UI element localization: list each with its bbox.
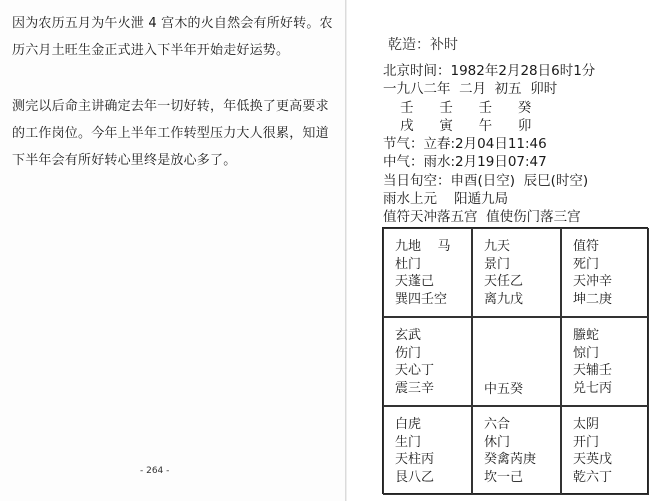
page-number: - 264 - — [140, 466, 170, 476]
cell-line: 惊门 — [573, 345, 600, 361]
cell-line: 生门 — [395, 434, 422, 450]
grid-cell-kan1 — [472, 406, 561, 495]
info-line: 一九八二年 二月 初五 卯时 — [383, 81, 558, 98]
info-line: 值符天冲落五宫 值使伤门落三宫 — [383, 209, 581, 226]
cell-line: 太阴 — [573, 417, 600, 432]
cell-line: 六合 — [484, 417, 511, 432]
grid-cell-kun2 — [561, 228, 649, 317]
info-line: 当日旬空：申酉(日空) 辰巳(时空) — [383, 172, 589, 189]
cell-line: 震三辛 — [395, 380, 435, 396]
cell-line: 开门 — [573, 434, 600, 450]
cell-line: 白虎 — [395, 417, 422, 432]
cell-line: 离九戊 — [484, 291, 524, 307]
info-line: 北京时间：1982年2月28日6时1分 — [383, 63, 596, 79]
paragraph-1: 因为农历五月为午火泄 4 宫木的火自然会有所好转。农历六月土旺生金正式进入下半年开始走好运势。 — [12, 16, 333, 58]
cell-line: 乾六丁 — [573, 469, 613, 485]
info-line: 雨水上元 阳遁九局 — [383, 191, 509, 208]
cell-line: 九地 马 — [395, 239, 451, 254]
cell-line: 休门 — [484, 434, 511, 450]
cell-line: 杜门 — [395, 256, 422, 272]
cell-line: 值符 — [573, 239, 600, 254]
grid-cell-xun4 — [383, 228, 472, 317]
cell-line: 螣蛇 — [573, 328, 600, 343]
grid-cell-zhen3 — [383, 317, 472, 406]
grid-cell-center5 — [472, 317, 561, 406]
info-line: 戌 寅 午 卯 — [383, 117, 532, 134]
cell-line: 天心丁 — [395, 363, 435, 378]
cell-line: 九天 — [484, 239, 511, 254]
cell-line: 天英戊 — [573, 452, 613, 467]
info-line: 节气：立春:2月04日11:46 — [383, 136, 547, 153]
cell-line: 天柱丙 — [395, 452, 435, 467]
cell-line: 死门 — [573, 256, 600, 272]
info-line: 壬 壬 壬 癸 — [383, 99, 532, 116]
cell-line: 天任乙 — [484, 274, 524, 289]
cell-line: 癸禽芮庚 — [484, 452, 537, 467]
grid-cell-li9 — [472, 228, 561, 317]
cell-line: 伤门 — [395, 345, 422, 361]
cell-line: 坎一己 — [484, 469, 524, 485]
grid-cell-gen8 — [383, 406, 472, 495]
cell-line: 玄武 — [395, 328, 422, 343]
qimen-grid — [382, 227, 648, 494]
grid-cell-dui7 — [561, 317, 649, 406]
cut-off-header: 乾造：补时 — [388, 37, 458, 53]
chart-info — [383, 62, 595, 227]
cell-line: 天辅壬 — [573, 363, 613, 378]
cell-line: 艮八乙 — [395, 469, 435, 485]
cell-line: 天蓬己 — [395, 274, 435, 289]
paragraph-2: 测完以后命主讲确定去年一切好转，年低换了更高要求的工作岗位。今年上半年工作转型压力大人很累，知道下半年会有所好转心里终是放心多了。 — [12, 99, 329, 168]
cell-line: 天冲辛 — [573, 274, 613, 289]
cell-line: 巽四壬空 — [395, 291, 448, 307]
info-line: 中气：雨水:2月19日07:47 — [383, 154, 547, 171]
grid-cell-qian6 — [561, 406, 649, 495]
cell-line: 兑七丙 — [573, 380, 613, 396]
cell-line: 中五癸 — [484, 382, 524, 397]
cell-line: 坤二庚 — [573, 291, 613, 307]
cell-line: 景门 — [484, 256, 511, 272]
